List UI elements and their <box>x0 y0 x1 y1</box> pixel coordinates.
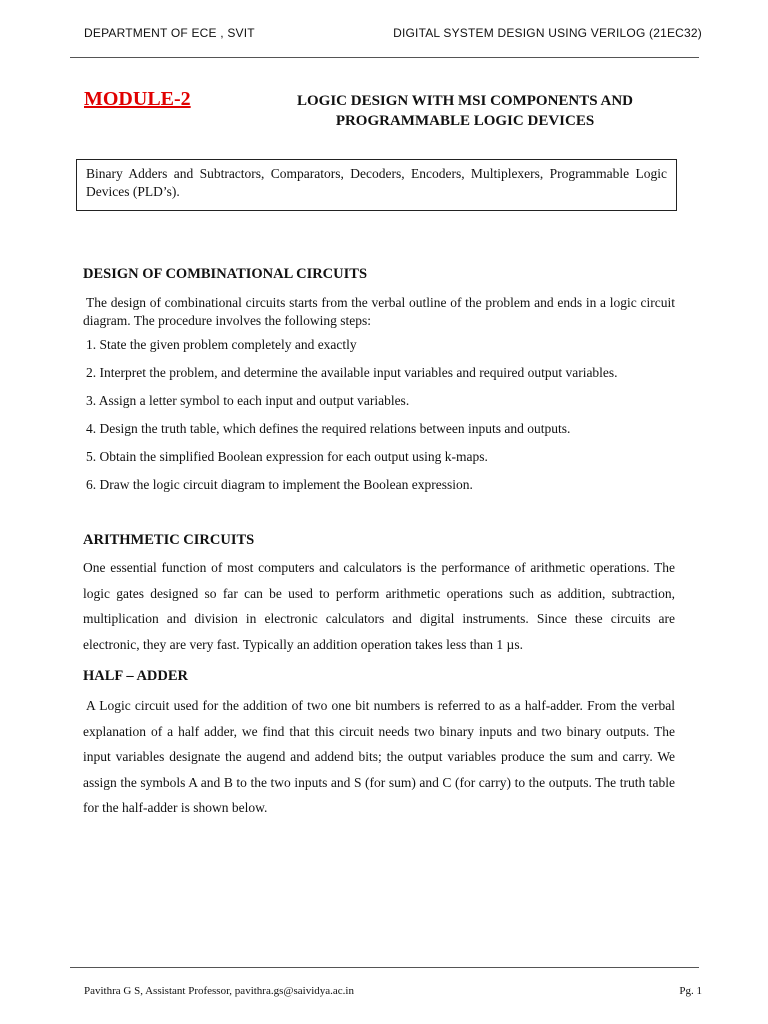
step-item: 2. Interpret the problem, and determine the available input variables and required output variables. <box>86 365 618 380</box>
combinational-intro: The design of combinational circuits starts from the verbal outline of the problem and ends in a logic circuit diagram. The procedure involves the following steps: <box>83 295 675 328</box>
half-adder-body: A Logic circuit used for the addition of two one bit numbers is referred to as a half-adder. From the verbal explanation of a half adder, we find that this circuit needs two binary inputs and two binary outputs. The input variables designate the augend and addend bits; the output variables produce the sum and carry. We assign the symbols A and B to the two inputs and S (for sum) and C (for carry) to the outputs. The truth table for the half-adder is shown below. <box>83 698 675 815</box>
module-label: MODULE-2 <box>84 88 191 110</box>
header-divider <box>70 57 699 58</box>
step-item: 6. Draw the logic circuit diagram to implement the Boolean expression. <box>86 477 473 492</box>
footer-author: Pavithra G S, Assistant Professor, pavithra.gs@saividya.ac.in <box>84 985 354 997</box>
steps-list <box>83 336 675 493</box>
step-item: 1. State the given problem completely and exactly <box>86 337 357 352</box>
step-item: 3. Assign a letter symbol to each input and output variables. <box>86 393 410 408</box>
module-heading <box>230 91 700 131</box>
module-heading-line1: LOGIC DESIGN WITH MSI COMPONENTS AND <box>296 93 634 109</box>
step-item: 4. Design the truth table, which defines the required relations between inputs and outputs. <box>86 421 571 436</box>
header-course: DIGITAL SYSTEM DESIGN USING VERILOG (21EC32) <box>393 26 702 40</box>
main-content <box>83 266 675 821</box>
footer-divider <box>70 967 699 968</box>
header-department: DEPARTMENT OF ECE , SVIT <box>84 26 255 40</box>
topics-box: Binary Adders and Subtractors, Comparators, Decoders, Encoders, Multiplexers, Programmable Logic Devices (PLD’s). <box>76 159 677 211</box>
arithmetic-body: One essential function of most computers and calculators is the performance of arithmetic operations. The logic gates designed so far can be used to perform arithmetic operations such as addition, subtraction, multiplication and division in electronic calculators and digital instruments. Since these circuits are electronic, they are very fast. Typically an addition operation takes less than 1 µs. <box>83 560 675 652</box>
module-heading-line2: PROGRAMMABLE LOGIC DEVICES <box>335 113 595 129</box>
section-heading-combinational: DESIGN OF COMBINATIONAL CIRCUITS <box>83 266 368 282</box>
section-heading-arithmetic: ARITHMETIC CIRCUITS <box>83 532 255 548</box>
section-heading-half-adder: HALF – ADDER <box>83 668 188 684</box>
step-item: 5. Obtain the simplified Boolean expression for each output using k-maps. <box>86 449 488 464</box>
page-number: Pg. 1 <box>679 985 702 997</box>
